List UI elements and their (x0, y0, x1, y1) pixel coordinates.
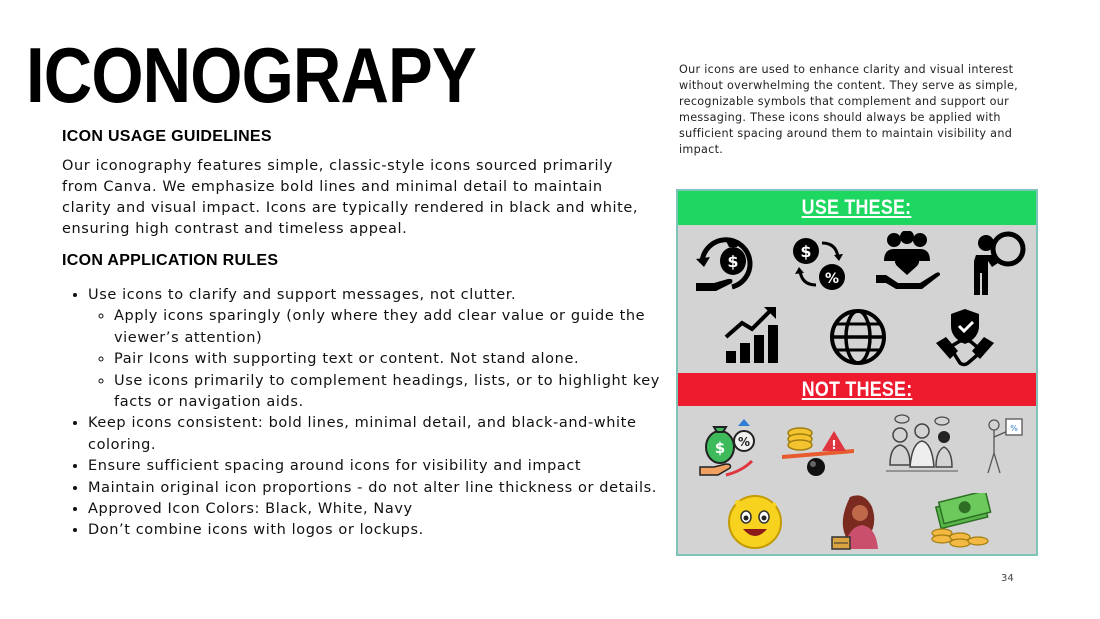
rule-item: • Approved Icon Colors: Black, White, Navy (88, 499, 678, 520)
page-number: 34 (1001, 573, 1014, 584)
rule-item: • Don’t combine icons with logos or lockups. (88, 520, 678, 541)
secure-handshake-icon (934, 307, 996, 369)
rule-subitem: ◦ Pair Icons with supporting text or content. Not stand alone. (114, 349, 678, 370)
intro-paragraph: Our icons are used to enhance clarity and visual interest without overwhelming the content. They serve as simple, recognizable symbols that complement and support our messaging. These icons should always be applied with sufficient spacing around them to maintain visibility and impact. (679, 63, 1018, 156)
globe-icon (828, 307, 888, 367)
page-title: ICONOGRAPY (26, 31, 476, 119)
colorful-money-percent-icon (696, 417, 758, 479)
coins-seesaw-warning-icon (778, 421, 860, 479)
svg-text:!: ! (831, 438, 837, 452)
cash-and-coins-icon (928, 493, 994, 549)
rules-list (62, 285, 678, 542)
community-heart-hand-icon (874, 231, 940, 293)
use-these-label: USE THESE: (802, 196, 912, 219)
svg-text:$: $ (727, 252, 739, 271)
use-these-band (678, 191, 1036, 225)
illustrated-woman-icon (828, 491, 888, 553)
svg-text:%: % (737, 435, 751, 449)
sketched-person-board-icon (982, 413, 1026, 477)
emoji-face-icon (726, 493, 784, 551)
svg-text:%: % (1010, 424, 1018, 433)
rule-item: • Use icons to clarify and support messages, not clutter. ◦ Apply icons sparingly (only where they add clear value or guide the viewer’s attention) ◦ Pair Icons with supporting text or content. Not stand alone. ◦ Use icons primarily to complement headings, lists, or to highlight key facts or navigation aids. (88, 285, 678, 413)
usage-guidelines-body: Our iconography features simple, classic-style icons sourced primarily from Canva. We emphasize bold lines and minimal detail to maintain clarity and visual impact. Icons are typically rendered in black and white, ensuring high contrast and timeless appeal. (62, 158, 639, 237)
person-magnifier-icon (968, 229, 1030, 297)
application-rules-heading: ICON APPLICATION RULES (62, 252, 279, 269)
rule-subitem: ◦ Apply icons sparingly (only where they add clear value or guide the viewer’s attention) (114, 306, 678, 349)
svg-text:%: % (824, 271, 840, 287)
rule-sublist (88, 306, 678, 413)
rule-item: • Keep icons consistent: bold lines, minimal detail, and black-and-white coloring. (88, 413, 678, 456)
sketched-people-group-icon (882, 413, 962, 477)
rule-item: • Maintain original icon proportions - do not alter line thickness or details. (88, 478, 678, 499)
rule-item: • Ensure sufficient spacing around icons for visibility and impact (88, 456, 678, 477)
svg-text:$: $ (800, 242, 812, 261)
not-these-band (678, 373, 1036, 406)
growth-bar-chart-icon (722, 303, 780, 365)
svg-text:$: $ (714, 439, 726, 457)
money-cycle-icon (692, 233, 764, 295)
dollar-percent-exchange-icon (788, 233, 850, 295)
not-these-label: NOT THESE: (801, 377, 913, 401)
usage-guidelines-heading: ICON USAGE GUIDELINES (62, 128, 272, 145)
icon-examples-panel (676, 189, 1038, 556)
rule-subitem: ◦ Use icons primarily to complement headings, lists, or to highlight key facts or navigation aids. (114, 371, 678, 414)
